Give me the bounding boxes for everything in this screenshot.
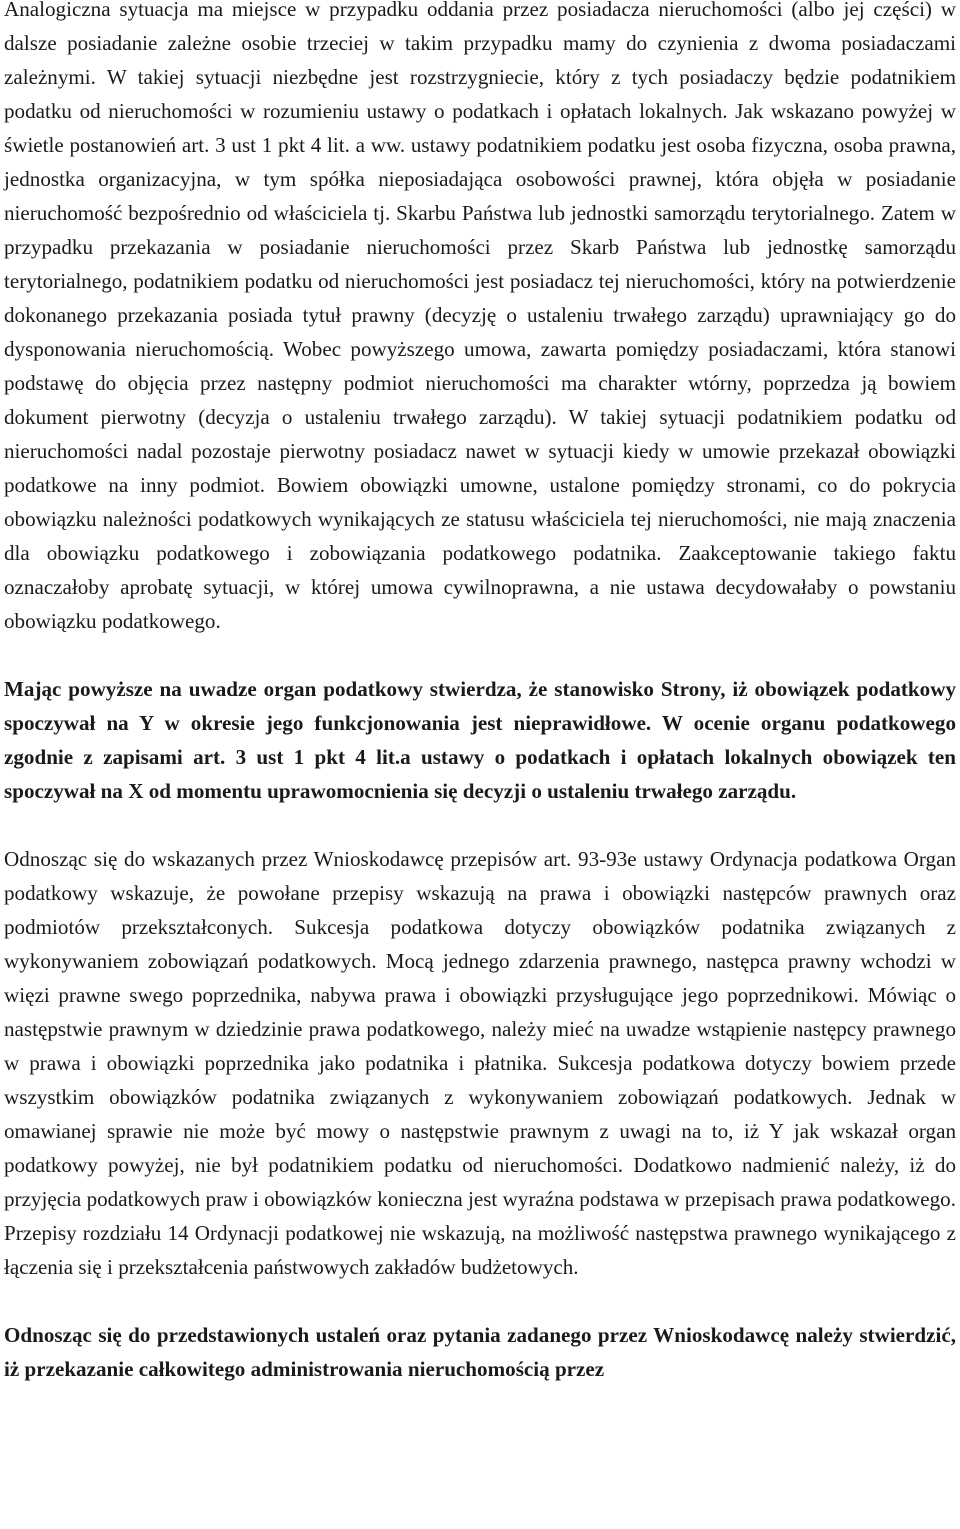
paragraph-tax-obligation-analysis: Analogiczna sytuacja ma miejsce w przypadku oddania przez posiadacza nieruchomości (albo jej części) w dalsze posiadanie zależne osobie trzeciej w takim przypadku mamy do czynienia z dwoma posiadaczami zależnymi. W takiej sytuacji niezbędne jest rozstrzygniecie, który z tych posiadaczy będzie podatnikiem podatku od nieruchomości w rozumieniu ustawy o podatkach i opłatach lokalnych. Jak wskazano powyżej w świetle postanowień art. 3 ust 1 pkt 4 lit. a ww. ustawy podatnikiem podatku jest osoba fizyczna, osoba prawna, jednostka organizacyjna, w tym spółka nieposiadająca osobowości prawnej, która objęła w posiadanie nieruchomość bezpośrednio od właściciela tj. Skarbu Państwa lub jednostki samorządu terytorialnego. Zatem w przypadku przekazania w posiadanie nieruchomości przez Skarb Państwa lub jednostkę samorządu terytorialnego, podatnikiem podatku od nieruchomości jest posiadacz tej nieruchomości, który na potwierdzenie dokonanego przekazania posiada tytuł prawny (decyzję o ustaleniu trwałego zarządu) uprawniający go do dysponowania nieruchomością. Wobec powyższego umowa, zawarta pomiędzy posiadaczami, która stanowi podstawę do objęcia przez następny podmiot nieruchomości ma charakter wtórny, poprzedza ją bowiem dokument pierwotny (decyzja o ustaleniu trwałego zarządu). W takiej sytuacji podatnikiem podatku od nieruchomości nadal pozostaje pierwotny posiadacz nawet w sytuacji kiedy w umowie przekazał obowiązki podatkowe na inny podmiot. Bowiem obowiązki umowne, ustalone pomiędzy stronami, co do pokrycia obowiązku należności podatkowych wynikających ze statusu właściciela tej nieruchomości, nie mają znaczenia dla obowiązku podatkowego i zobowiązania podatkowego podatnika. Zaakceptowanie takiego faktu oznaczałoby aprobatę sytuacji, w której umowa cywilnoprawna, a nie ustawa decydowałaby o powstaniu obowiązku podatkowego.	[4, 0, 956, 633]
paragraph-succession-analysis: Odnosząc się do wskazanych przez Wnioskodawcę przepisów art. 93-93e ustawy Ordynacja podatkowa Organ podatkowy wskazuje, że powołane przepisy wskazują na prawa i obowiązki następców prawnych oraz podmiotów przekształconych. Sukcesja podatkowa dotyczy obowiązków podatnika związanych z wykonywaniem zobowiązań podatkowych. Mocą jednego zdarzenia prawnego, następca prawny wchodzi w więzi prawne swego poprzednika, nabywa prawa i obowiązki przysługujące jego poprzednikowi. Mówiąc o następstwie prawnym w dziedzinie prawa podatkowego, należy mieć na uwadze wstąpienie następcy prawnego w prawa i obowiązki poprzednika jako podatnika i płatnika. Sukcesja podatkowa dotyczy bowiem przede wszystkim obowiązków podatnika związanych z wykonywaniem zobowiązań podatkowych. Jednak w omawianej sprawie nie może być mowy o następstwie prawnym z uwagi na to, iż Y jak wskazał organ podatkowy powyżej, nie był podatnikiem podatku od nieruchomości. Dodatkowo nadmienić należy, iż do przyjęcia podatkowych praw i obowiązków konieczna jest wyraźna podstawa w przepisach prawa podatkowego. Przepisy rozdziału 14 Ordynacji podatkowej nie wskazują, na możliwość następstwa prawnego wynikającego z łączenia się i przekształcenia państwowych zakładów budżetowych.	[4, 847, 956, 1279]
paragraph-bold-conclusion: Mając powyższe na uwadze organ podatkowy stwierdza, że stanowisko Strony, iż obowiązek podatkowy spoczywał na Y w okresie jego funkcjonowania jest nieprawidłowe. W ocenie organu podatkowego zgodnie z zapisami art. 3 ust 1 pkt 4 lit.a ustawy o podatkach i opłatach lokalnych obowiązek ten spoczywał na X od momentu uprawomocnienia się decyzji o ustaleniu trwałego zarządu.	[4, 677, 956, 803]
paragraph-bold-final: Odnosząc się do przedstawionych ustaleń oraz pytania zadanego przez Wnioskodawcę należy stwierdzić, iż przekazanie całkowitego administrowania nieruchomością przez	[4, 1323, 956, 1381]
